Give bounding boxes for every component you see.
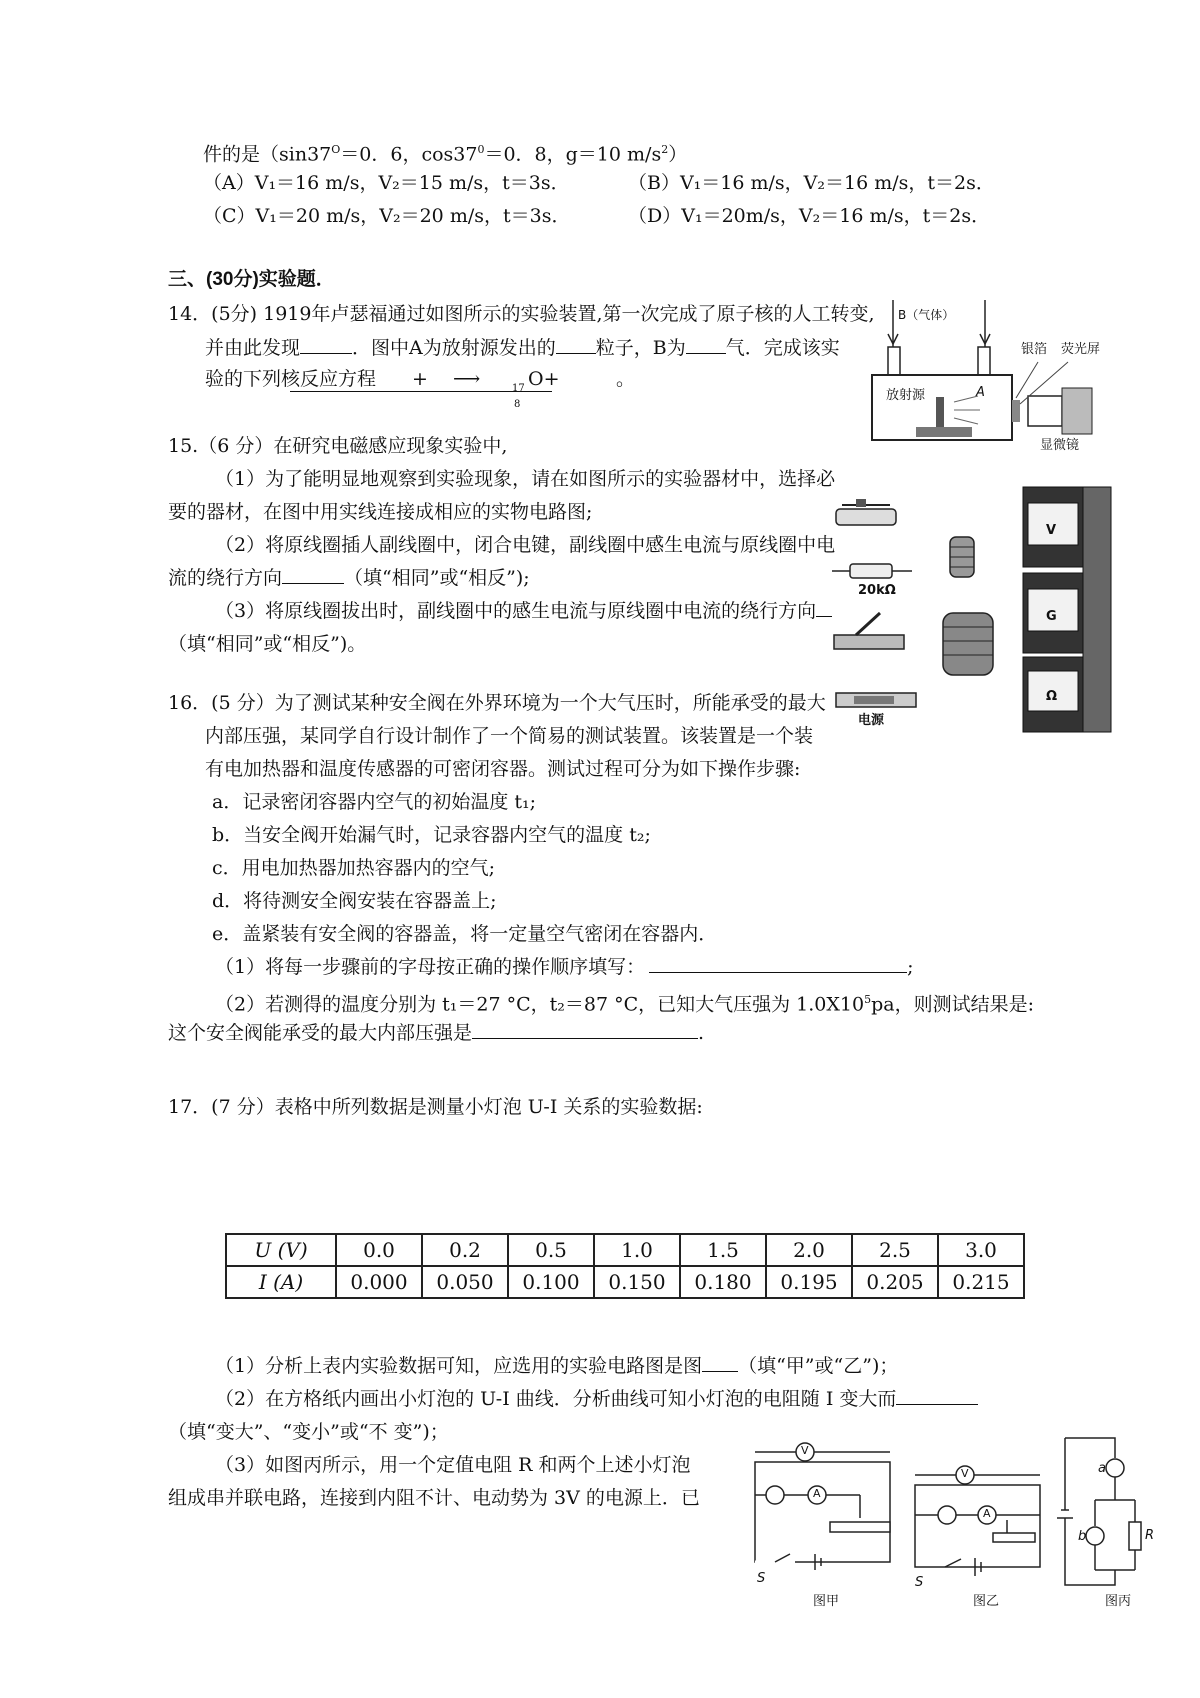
table-row-u [226, 1234, 1024, 1266]
source-label: 放射源 [886, 388, 926, 403]
silver-foil-label: 银箔 [1021, 342, 1048, 357]
table-cell: 0.0 [336, 1234, 422, 1266]
q16-line2: 内部压强，某同学自行设计制作了一个简易的测试装置。该装置是一个装 [205, 725, 814, 747]
table-cell: 0.100 [508, 1266, 594, 1298]
table-cell: 0.000 [336, 1266, 422, 1298]
voltmeter-label: V [1046, 523, 1057, 538]
section3-title: 三、(30分)实验题． [168, 269, 335, 290]
induction-equipment-figure [828, 485, 1113, 735]
q14-plus: + [412, 368, 428, 390]
q14-oxygen: 17 8 O+ [512, 368, 560, 410]
fig-yi-label: 图乙 [973, 1594, 1000, 1609]
a-label: A [976, 385, 985, 400]
q15-line4: （2）将原线圈插人副线圈中，闭合电键，副线圈中感生电流与原线圈中电 [215, 534, 836, 556]
q17-part3-line2: 组成串并联电路，连接到内阻不计、电动势为 3V 的电源上．已 [168, 1487, 700, 1509]
q16-step-c: c．用电加热器加热容器内的空气; [212, 857, 496, 879]
q16-line3: 有电加热器和温度传感器的可密闭容器。测试过程可分为如下操作步骤: [205, 758, 801, 780]
q13-option-b: （B）V₁＝16 m/s，V₂＝16 m/s，t＝2s． [628, 172, 995, 194]
q16-step-d: d．将待测安全阀安装在容器盖上; [212, 890, 497, 912]
q15-line7: （填“相同”或“相反”)。 [168, 633, 367, 655]
table-cell: 0.2 [422, 1234, 508, 1266]
table-cell: 1.0 [594, 1234, 680, 1266]
switch-symbol: S [757, 1571, 766, 1586]
table-row-i [226, 1266, 1024, 1298]
q17-part1: （1）分析上表内实验数据可知，应选用的实验电路图是图 （填“甲”或“乙”)； [215, 1355, 899, 1377]
table-cell: 2.0 [766, 1234, 852, 1266]
q16-step-a: a．记录密闭容器内空气的初始温度 t₁; [212, 791, 537, 813]
table-cell: 0.205 [852, 1266, 938, 1298]
circuit-figures [735, 1430, 1190, 1620]
table-cell: 0.215 [938, 1266, 1024, 1298]
voltmeter-symbol: V [801, 1444, 809, 1457]
q16-sub1: （1）将每一步骤前的字母按正确的操作顺序填写： ; [215, 956, 914, 978]
q15-line3: 要的器材，在图中用实线连接成相应的实物电路图; [168, 501, 593, 523]
voltmeter-symbol: V [961, 1467, 969, 1480]
table-cell: 1.5 [680, 1234, 766, 1266]
rutherford-apparatus-drawing [858, 292, 1108, 452]
switch-symbol: S [915, 1575, 924, 1590]
q16-step-e: e．盖紧装有安全阀的容器盖，将一定量空气密闭在容器内． [212, 923, 718, 945]
q14-line1: 14．(5分) 1919年卢瑟福通过如图所示的实验装置,第一次完成了原子核的人工转变, [168, 303, 875, 325]
table-cell: 0.195 [766, 1266, 852, 1298]
q17-part3-line1: （3）如图丙所示，用一个定值电阻 R 和两个上述小灯泡 [215, 1454, 691, 1476]
ammeter-symbol: A [983, 1507, 991, 1520]
q17-line1: 17．(7 分）表格中所列数据是测量小灯泡 U-I 关系的实验数据: [168, 1096, 703, 1118]
q14-line2: 并由此发现 ．图中A为放射源发出的 粒子，B为 气．完成该实 [205, 337, 840, 359]
q16-sub3: 这个安全阀能承受的最大内部压强是 . [168, 1022, 705, 1044]
q14-end: 。 [616, 368, 636, 390]
i-header: I (A) [226, 1266, 336, 1298]
q15-line1: 15.（6 分）在研究电磁感应现象实验中, [168, 435, 508, 457]
q15-line5: 流的绕行方向 （填“相同”或“相反”); [168, 567, 530, 589]
q14-arrow: ⟶ [453, 368, 481, 390]
gas-label: B（气体） [898, 308, 955, 322]
q13-option-d: （D）V₁＝20m/s，V₂＝16 m/s，t＝2s． [628, 205, 991, 227]
table-cell: 2.5 [852, 1234, 938, 1266]
table-cell: 0.5 [508, 1234, 594, 1266]
equipment-drawing [828, 485, 1113, 735]
q13-option-a: （A）V₁＝16 m/s，V₂＝15 m/s，t＝3s． [203, 172, 570, 194]
q13-condition: 件的是（$\sin 37^O=0$．6，$\cos 37^0=0$．8，g＝10 $m/s^2$） [203, 143, 688, 166]
table-cell: 0.150 [594, 1266, 680, 1298]
q16-sub2: （2）若测得的温度分别为 t₁＝27 °C，t₂＝87 °C，已知大气压强为 $1.0X10^5pa$，则测试结果是: [215, 993, 1035, 1016]
u-header: U (V) [226, 1234, 336, 1266]
q15-line6: （3）将原线圈拔出时，副线圈中的感生电流与原线圈中电流的绕行方向 [215, 598, 832, 624]
q17-part2-cont: （填“变大”、“变小”或“不 变”)； [168, 1421, 449, 1443]
table-cell: 0.050 [422, 1266, 508, 1298]
lamp-b-label: b [1078, 1529, 1087, 1544]
ohmmeter-label: Ω [1046, 689, 1058, 704]
table-cell: 0.180 [680, 1266, 766, 1298]
lamp-a-label: a [1098, 1461, 1106, 1476]
q15-line2: （1）为了能明显地观察到实验现象，请在如图所示的实验器材中，选择必 [215, 468, 836, 490]
ammeter-symbol: A [813, 1487, 821, 1500]
q14-line3: 验的下列核反应方程 [205, 368, 377, 390]
microscope-label: 显微镜 [1040, 438, 1080, 453]
galvanometer-label: G [1046, 609, 1057, 624]
power-label: 电源 [858, 713, 885, 728]
resistor-r-label: R [1145, 1528, 1155, 1543]
fig-bing-label: 图丙 [1105, 1594, 1132, 1609]
resistor-label: 20kΩ [858, 583, 896, 598]
ui-data-table [225, 1233, 1025, 1299]
q17-part2: （2）在方格纸内画出小灯泡的 U-I 曲线．分析曲线可知小灯泡的电阻随 I 变大而 [215, 1386, 978, 1412]
screen-label: 荧光屏 [1061, 342, 1101, 357]
q13-option-c: （C）V₁＝20 m/s，V₂＝20 m/s，t＝3s． [203, 205, 571, 227]
fig-jia-label: 图甲 [813, 1594, 840, 1609]
q14-underline [290, 391, 552, 392]
q16-line1: 16．(5 分）为了测试某种安全阀在外界环境为一个大气压时，所能承受的最大 [168, 692, 826, 714]
rutherford-apparatus-figure [858, 292, 1108, 452]
table-cell: 3.0 [938, 1234, 1024, 1266]
q16-step-b: b．当安全阀开始漏气时，记录容器内空气的温度 t₂; [212, 824, 651, 846]
